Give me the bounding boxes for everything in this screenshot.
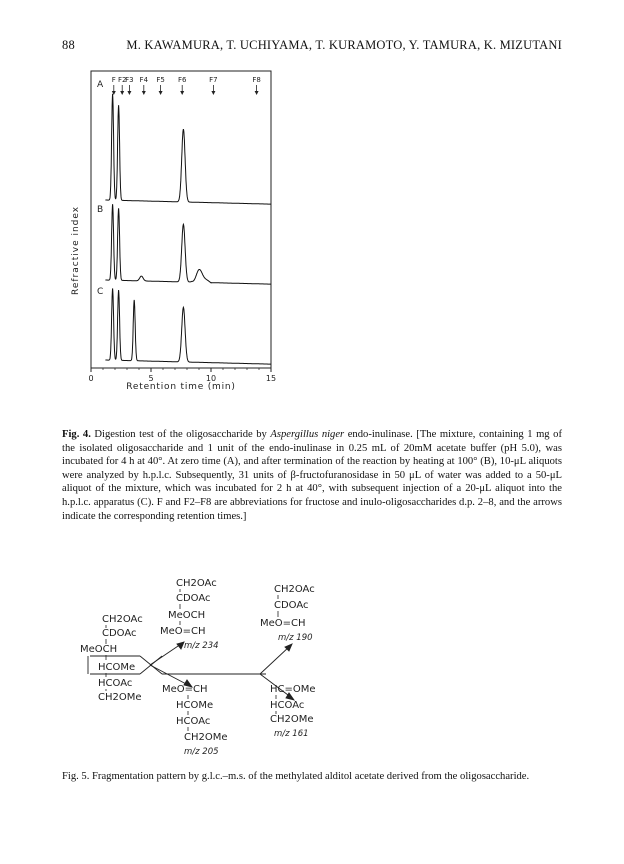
f234-mz: m/z 234 (184, 641, 219, 651)
retention-arrowhead (127, 91, 131, 95)
figure-4-label: Fig. 4. (62, 429, 91, 440)
figure-5-fragmentation-scheme (80, 574, 410, 770)
f205-mz: m/z 205 (184, 747, 219, 757)
f190-mz: m/z 190 (278, 633, 313, 643)
retention-arrowhead (255, 91, 259, 95)
f161-mz: m/z 161 (274, 729, 309, 739)
main-structure (80, 614, 143, 703)
f161-c3: CH2OMe (270, 714, 314, 725)
f161-c1: HC=OMe (270, 684, 316, 695)
f205-c1: MeO=CH (162, 684, 208, 695)
panel-label: B (97, 205, 104, 215)
arrow-label: F (111, 76, 116, 84)
arrow-label: F2 (117, 76, 127, 84)
fragment-mz-205 (162, 684, 228, 757)
arrow-label: F5 (156, 76, 165, 84)
main-c5: HCOAc (98, 678, 133, 689)
x-tick-label: 5 (148, 374, 154, 383)
arrow-label: F4 (139, 76, 149, 84)
f190-c1: CH2OAc (274, 584, 315, 595)
figure-5-caption (62, 770, 562, 784)
fragment-mz-161 (270, 684, 316, 739)
arrow-label: F8 (252, 76, 261, 84)
trace-C (105, 288, 271, 364)
trace-B (105, 204, 271, 284)
x-tick-label: 10 (205, 374, 217, 383)
f190-c2: CDOAc (274, 600, 309, 611)
main-c3: MeOCH (80, 644, 118, 655)
arrow-label: F7 (209, 76, 218, 84)
main-c4: HCOMe (98, 662, 136, 673)
main-c2: CDOAc (102, 628, 137, 639)
page-number: 88 (62, 38, 75, 52)
f190-c3: MeO=CH (260, 618, 306, 629)
f161-c2: HCOAc (270, 700, 305, 711)
figure-5-caption-body: Fragmentation pattern by g.l.c.–m.s. of the methylated alditol acetate derived from the oligosaccharide. (89, 771, 530, 782)
figure-4-caption (62, 428, 562, 523)
retention-arrowhead (211, 91, 215, 95)
x-tick-label: 0 (88, 374, 94, 383)
main-c6: CH2OMe (98, 692, 142, 703)
figure-5-label: Fig. 5. (62, 771, 90, 782)
x-tick-label: 15 (265, 374, 277, 383)
fragment-mz-234 (160, 578, 219, 651)
f234-c1: CH2OAc (176, 578, 217, 589)
retention-arrowhead (180, 91, 184, 95)
f205-c3: HCOAc (176, 716, 211, 727)
panel-label: C (97, 287, 104, 297)
panel-label: A (97, 80, 104, 90)
figure-4-chromatogram (60, 60, 300, 392)
figure-4-title-post: endo-inulinase. (344, 429, 413, 440)
author-line: M. KAWAMURA, T. UCHIYAMA, T. KURAMOTO, Y. TAMURA, K. MIZUTANI (126, 38, 562, 52)
arrow-label: F6 (177, 76, 187, 84)
f234-c2: CDOAc (176, 593, 211, 604)
arrow-label: F3 (125, 76, 134, 84)
x-axis-label: Retention time (min) (126, 382, 236, 392)
main-c1: CH2OAc (102, 614, 143, 625)
figure-4-title-pre: Digestion test of the oligosaccharide by (94, 429, 271, 440)
f234-c4: MeO=CH (160, 626, 206, 637)
f234-c3: MeOCH (168, 610, 206, 621)
retention-arrowhead (142, 91, 146, 95)
figure-4-species: Aspergillus niger (270, 429, 345, 440)
y-axis-label: Refractive index (71, 205, 81, 295)
trace-A (105, 94, 271, 204)
retention-arrowhead (120, 91, 124, 95)
retention-arrowhead (159, 91, 163, 95)
fragment-mz-190 (260, 584, 315, 643)
f205-c4: CH2OMe (184, 732, 228, 743)
f205-c2: HCOMe (176, 700, 214, 711)
figure-4-caption-body: [The mixture, containing 1 mg of the isolated oligosaccharide and 1 unit of the endo-inulinase in 0.25 mL of 20mM acetate buffer (pH 5.0), was incubated for 4 h at 40°. At zero time (A), and after termination of the reaction by heating at 100° (B), 10-μL aliquots were analyzed by h.p.l.c. Subsequently, 31 units of β-fructofuranosidase in 50 μL of water was added to a 50-μL aliquot of the mixture, which was incubated for 2 h at 40°, with subsequent injection of a 20-μL aliquot into the h.p.l.c. apparatus (C). F and F2–F8 are abbreviations for fructose and inulo-oligosaccharides d.p. 2–8, and the arrows indicate the corresponding retention times.] (62, 429, 562, 522)
